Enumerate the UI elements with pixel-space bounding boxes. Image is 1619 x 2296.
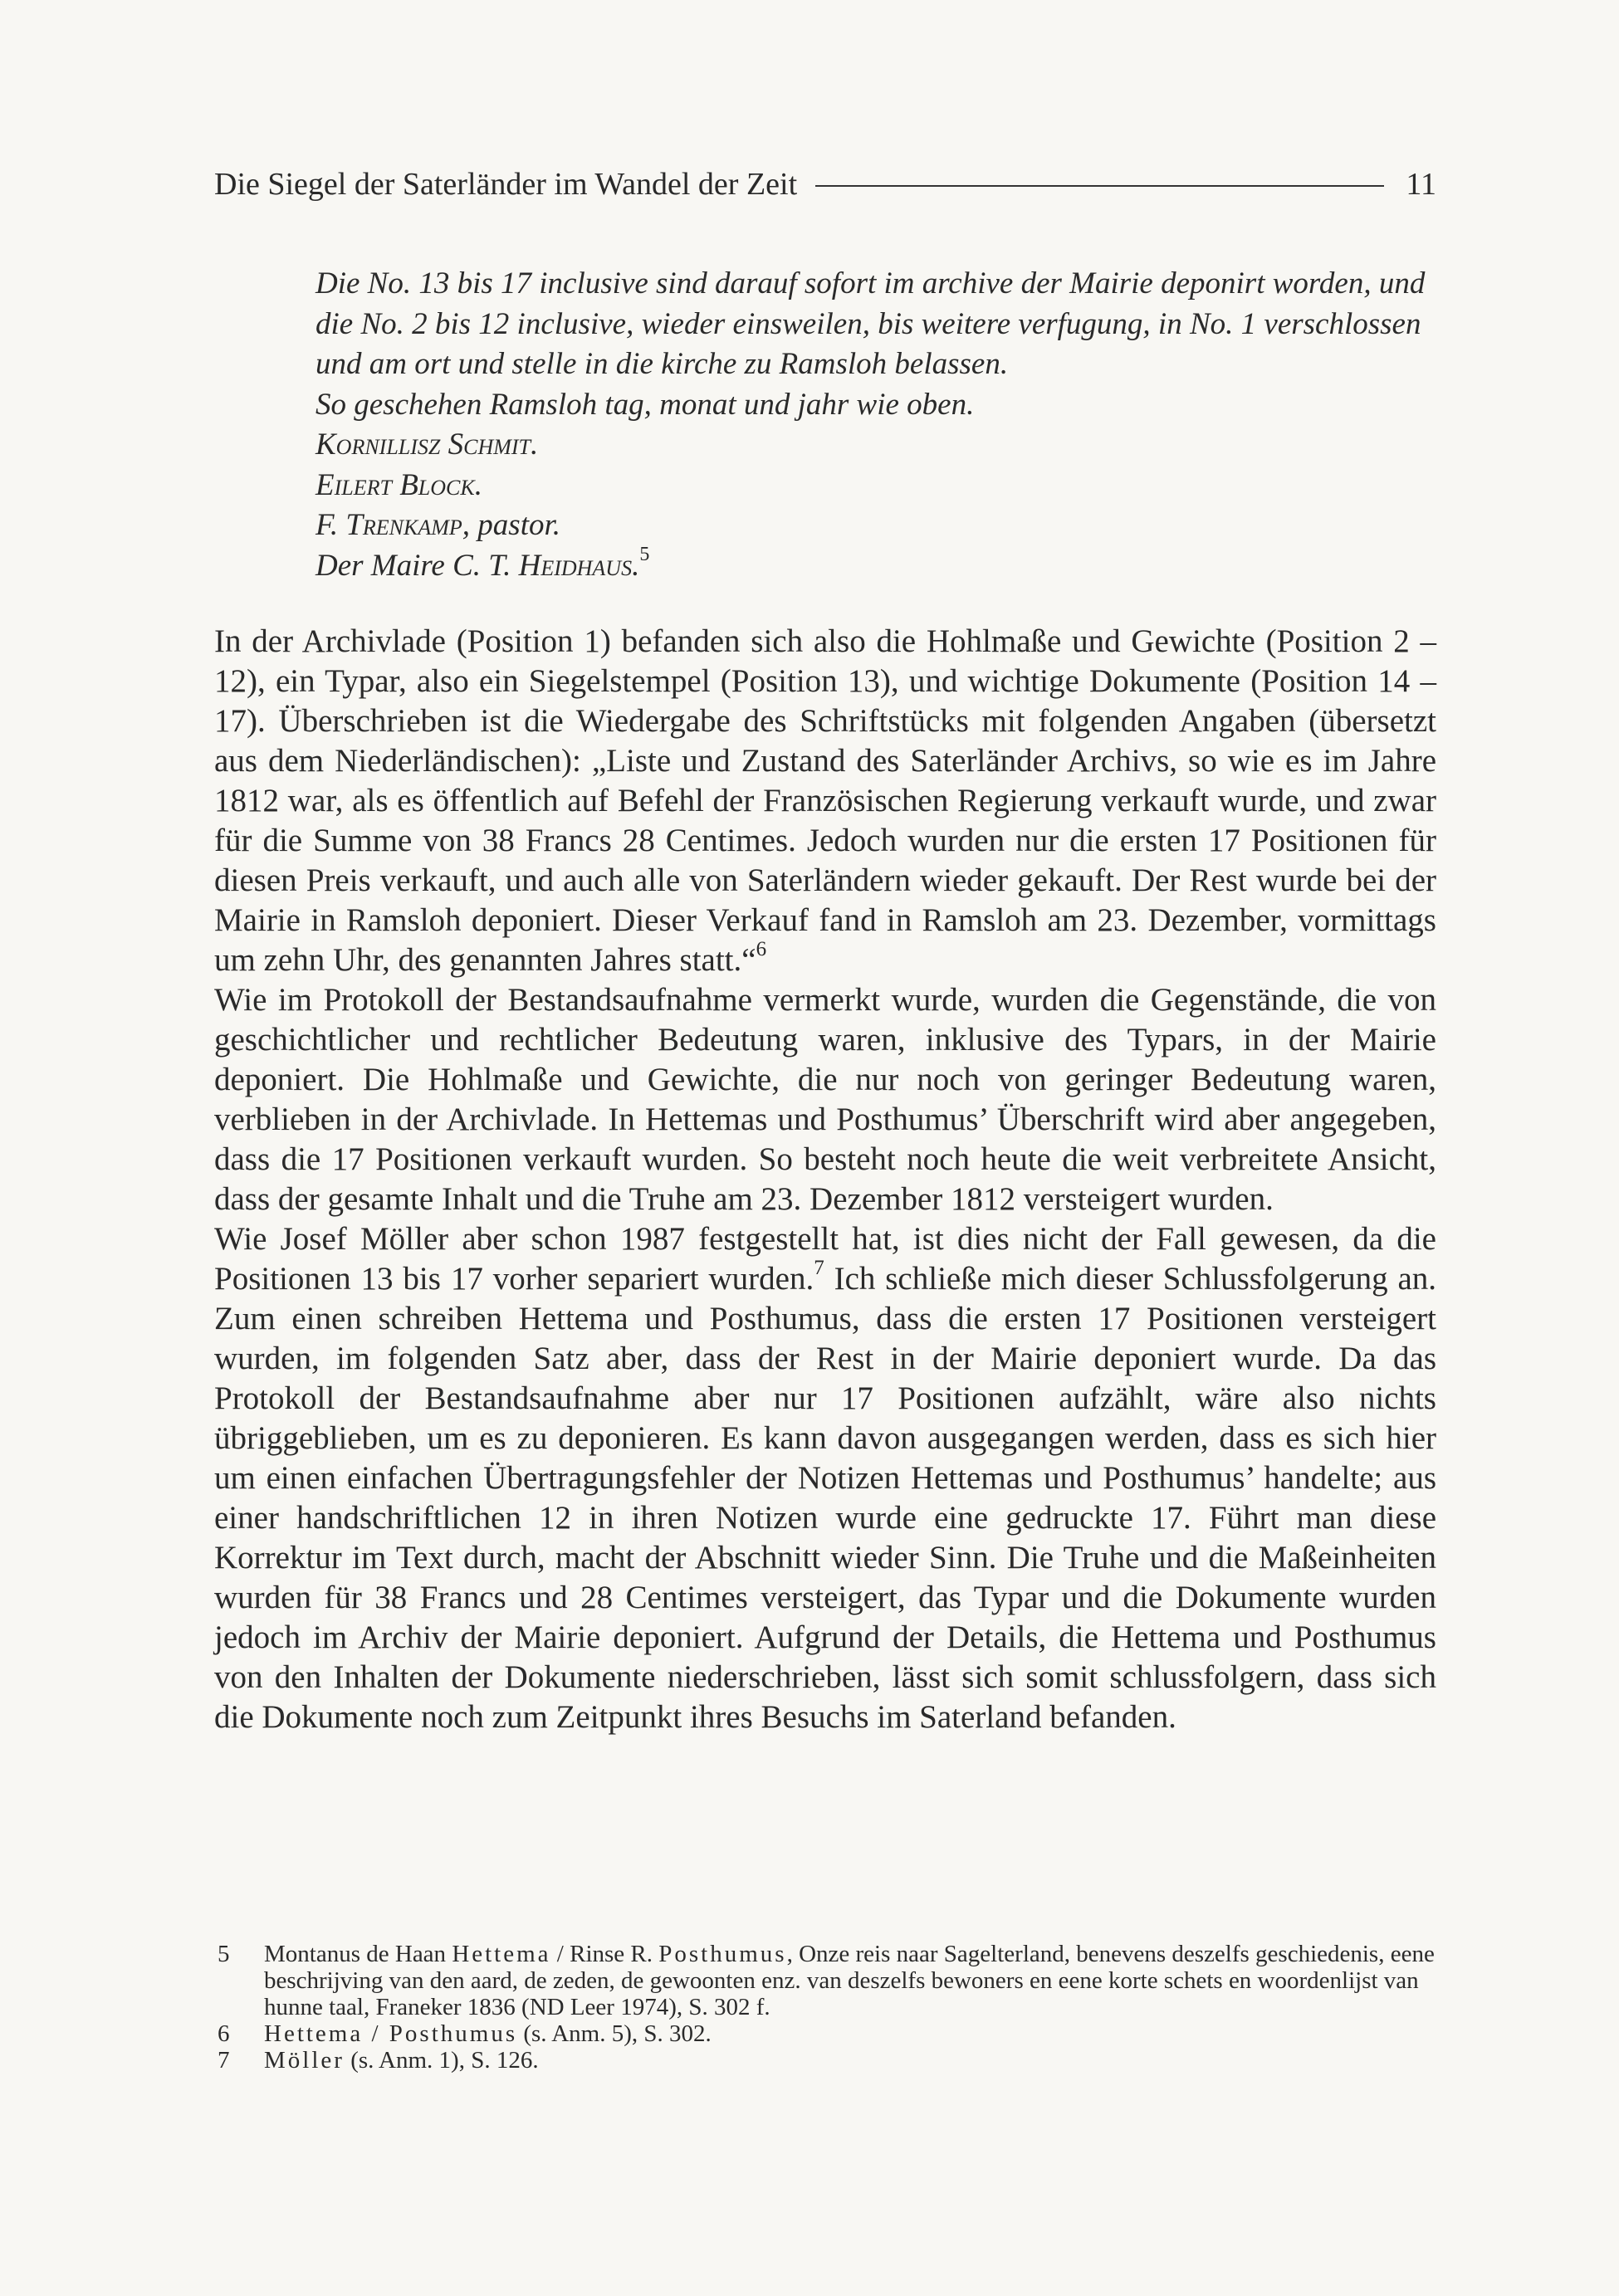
- paragraph-text: Wie Josef Möller aber schon 1987 festgestellt hat, ist dies nicht der Fall gewesen, da die Positionen 13 bis 17 vorher separiert wurden.: [214, 1221, 1436, 1297]
- signature-line: [315, 425, 1428, 466]
- signature-name: Eilert Block.: [315, 467, 482, 502]
- signature-name: Kornillisz Schmit.: [315, 427, 539, 462]
- signature-name: Heidhaus.: [518, 548, 640, 583]
- footnote-text: Möller (s. Anm. 1), S. 126.: [264, 2047, 539, 2074]
- footnote-ref: 7: [814, 1257, 824, 1279]
- quote-paragraph: Die No. 13 bis 17 inclusive sind darauf sofort im archive der Mairie deponirt worden, und die No. 2 bis 12 inclusive, wieder einsweilen, bis weitere verfugung, in No. 1 verschlossen und am ort und stelle in die kirche zu Ramsloh belassen.: [315, 266, 1426, 381]
- body-paragraph: [214, 622, 1436, 980]
- page-number: 11: [1406, 167, 1436, 202]
- footnote-number: 7: [218, 2047, 230, 2074]
- footnote-5: [214, 1941, 1436, 2020]
- paragraph-text: Ich schließe mich dieser Schlussfolgerung an. Zum einen schreiben Hettema und Posthumus, dass die ersten 17 Positionen versteigert wurden, im folgenden Satz aber, dass der Rest in der Mairie deponiert wurde. Da das Protokoll der Bestandsaufnahme aber nur 17 Positionen aufzählt, wäre also nichts übriggeblieben, um es zu deponieren. Es kann davon ausgegangen werden, dass es sich hier um einen einfachen Übertragungsfehler der Notizen Hettemas und Posthumus’ handelte; aus einer handschriftlichen 12 in ihren Notizen wurde eine gedruckte 17. Führt man diese Korrektur im Text durch, macht der Abschnitt wieder Sinn. Die Truhe und die Maßeinheiten wurden für 38 Francs und 28 Centimes versteigert, das Typar und die Dokumente wurden jedoch im Archiv der Mairie deponiert. Aufgrund der Details, die Hettema und Posthumus von den Inhalten der Dokumente niederschrieben, lässt sich somit schlussfolgern, dass sich die Dokumente noch zum Zeitpunkt ihres Besuchs im Saterland befanden.: [214, 1261, 1436, 1735]
- footnote-6: [214, 2020, 1436, 2047]
- paragraph-text: In der Archivlade (Position 1) befanden sich also die Hohlmaße und Gewichte (Position 2 – 12), ein Typar, also ein Siegelstempel (Position 13), und wichtige Dokumente (Position 14 – 17). Überschrieben ist die Wiedergabe des Schriftstücks mit folgenden Angaben (übersetzt aus dem Niederländischen): „Liste und Zustand des Saterländer Archivs, so wie es im Jahre 1812 war, als es öffentlich auf Befehl der Französischen Regierung verkauft wurde, und zwar für die Summe von 38 Francs 28 Centimes. Jedoch wurden nur die ersten 17 Positionen für diesen Preis verkauft, und auch alle von Saterländern wieder gekauft. Der Rest wurde bei der Mairie in Ramsloh deponiert. Dieser Verkauf fand in Ramsloh am 23. Dezember, vormittags um zehn Uhr, des genannten Jahres statt.“: [214, 623, 1436, 978]
- body-paragraph: [214, 1219, 1436, 1737]
- signature-line: [315, 466, 1428, 506]
- running-title: Die Siegel der Saterländer im Wandel der Zeit: [214, 167, 798, 202]
- footnote-7: [214, 2047, 1436, 2074]
- signature-line: [315, 546, 1428, 587]
- signature-prefix: F.: [315, 508, 339, 542]
- signature-prefix: Der Maire C. T.: [315, 548, 511, 583]
- body-paragraph: Wie im Protokoll der Bestandsaufnahme vermerkt wurde, wurden die Gegenstände, die von geschichtlicher und rechtlicher Bedeutung waren, inklusive des Typars, in der Mairie deponiert. Die Hohlmaße und Gewichte, die nur noch von geringer Bedeutung waren, verblieben in der Archivlade. In Hettemas und Posthumus’ Überschrift wird aber angegeben, dass die 17 Positionen verkauft wurden. So besteht noch heute die weit verbreitete Ansicht, dass der gesamte Inhalt und die Truhe am 23. Dezember 1812 versteigert wurden.: [214, 982, 1436, 1217]
- signature-suffix: pastor.: [477, 508, 561, 542]
- signature-name: Trenkamp,: [345, 508, 471, 542]
- quote-closing-line: So geschehen Ramsloh tag, monat und jahr wie oben.: [315, 387, 975, 422]
- footnotes: [214, 1941, 1436, 2074]
- footnote-ref: 5: [639, 544, 650, 566]
- footnote-text: Montanus de Haan Hettema / Rinse R. Posthumus, Onze reis naar Sagelterland, benevens deszelfs geschiedenis, eene beschrijving van den aard, de zeden, de gewoonten enz. van deszelfs bewoners en eene korte schets en woordenlijst van hunne taal, Franeker 1836 (ND Leer 1974), S. 302 f.: [264, 1941, 1435, 2020]
- footnote-ref: 6: [756, 938, 767, 960]
- signature-line: [315, 506, 1428, 546]
- footnote-number: 5: [218, 1941, 230, 1967]
- body-text: [214, 622, 1436, 1737]
- header-rule: [815, 185, 1384, 187]
- protocol-quote: [315, 264, 1428, 586]
- running-header: [214, 159, 1436, 209]
- footnote-number: 6: [218, 2020, 230, 2047]
- footnote-text: Hettema / Posthumus (s. Anm. 5), S. 302.: [264, 2020, 712, 2047]
